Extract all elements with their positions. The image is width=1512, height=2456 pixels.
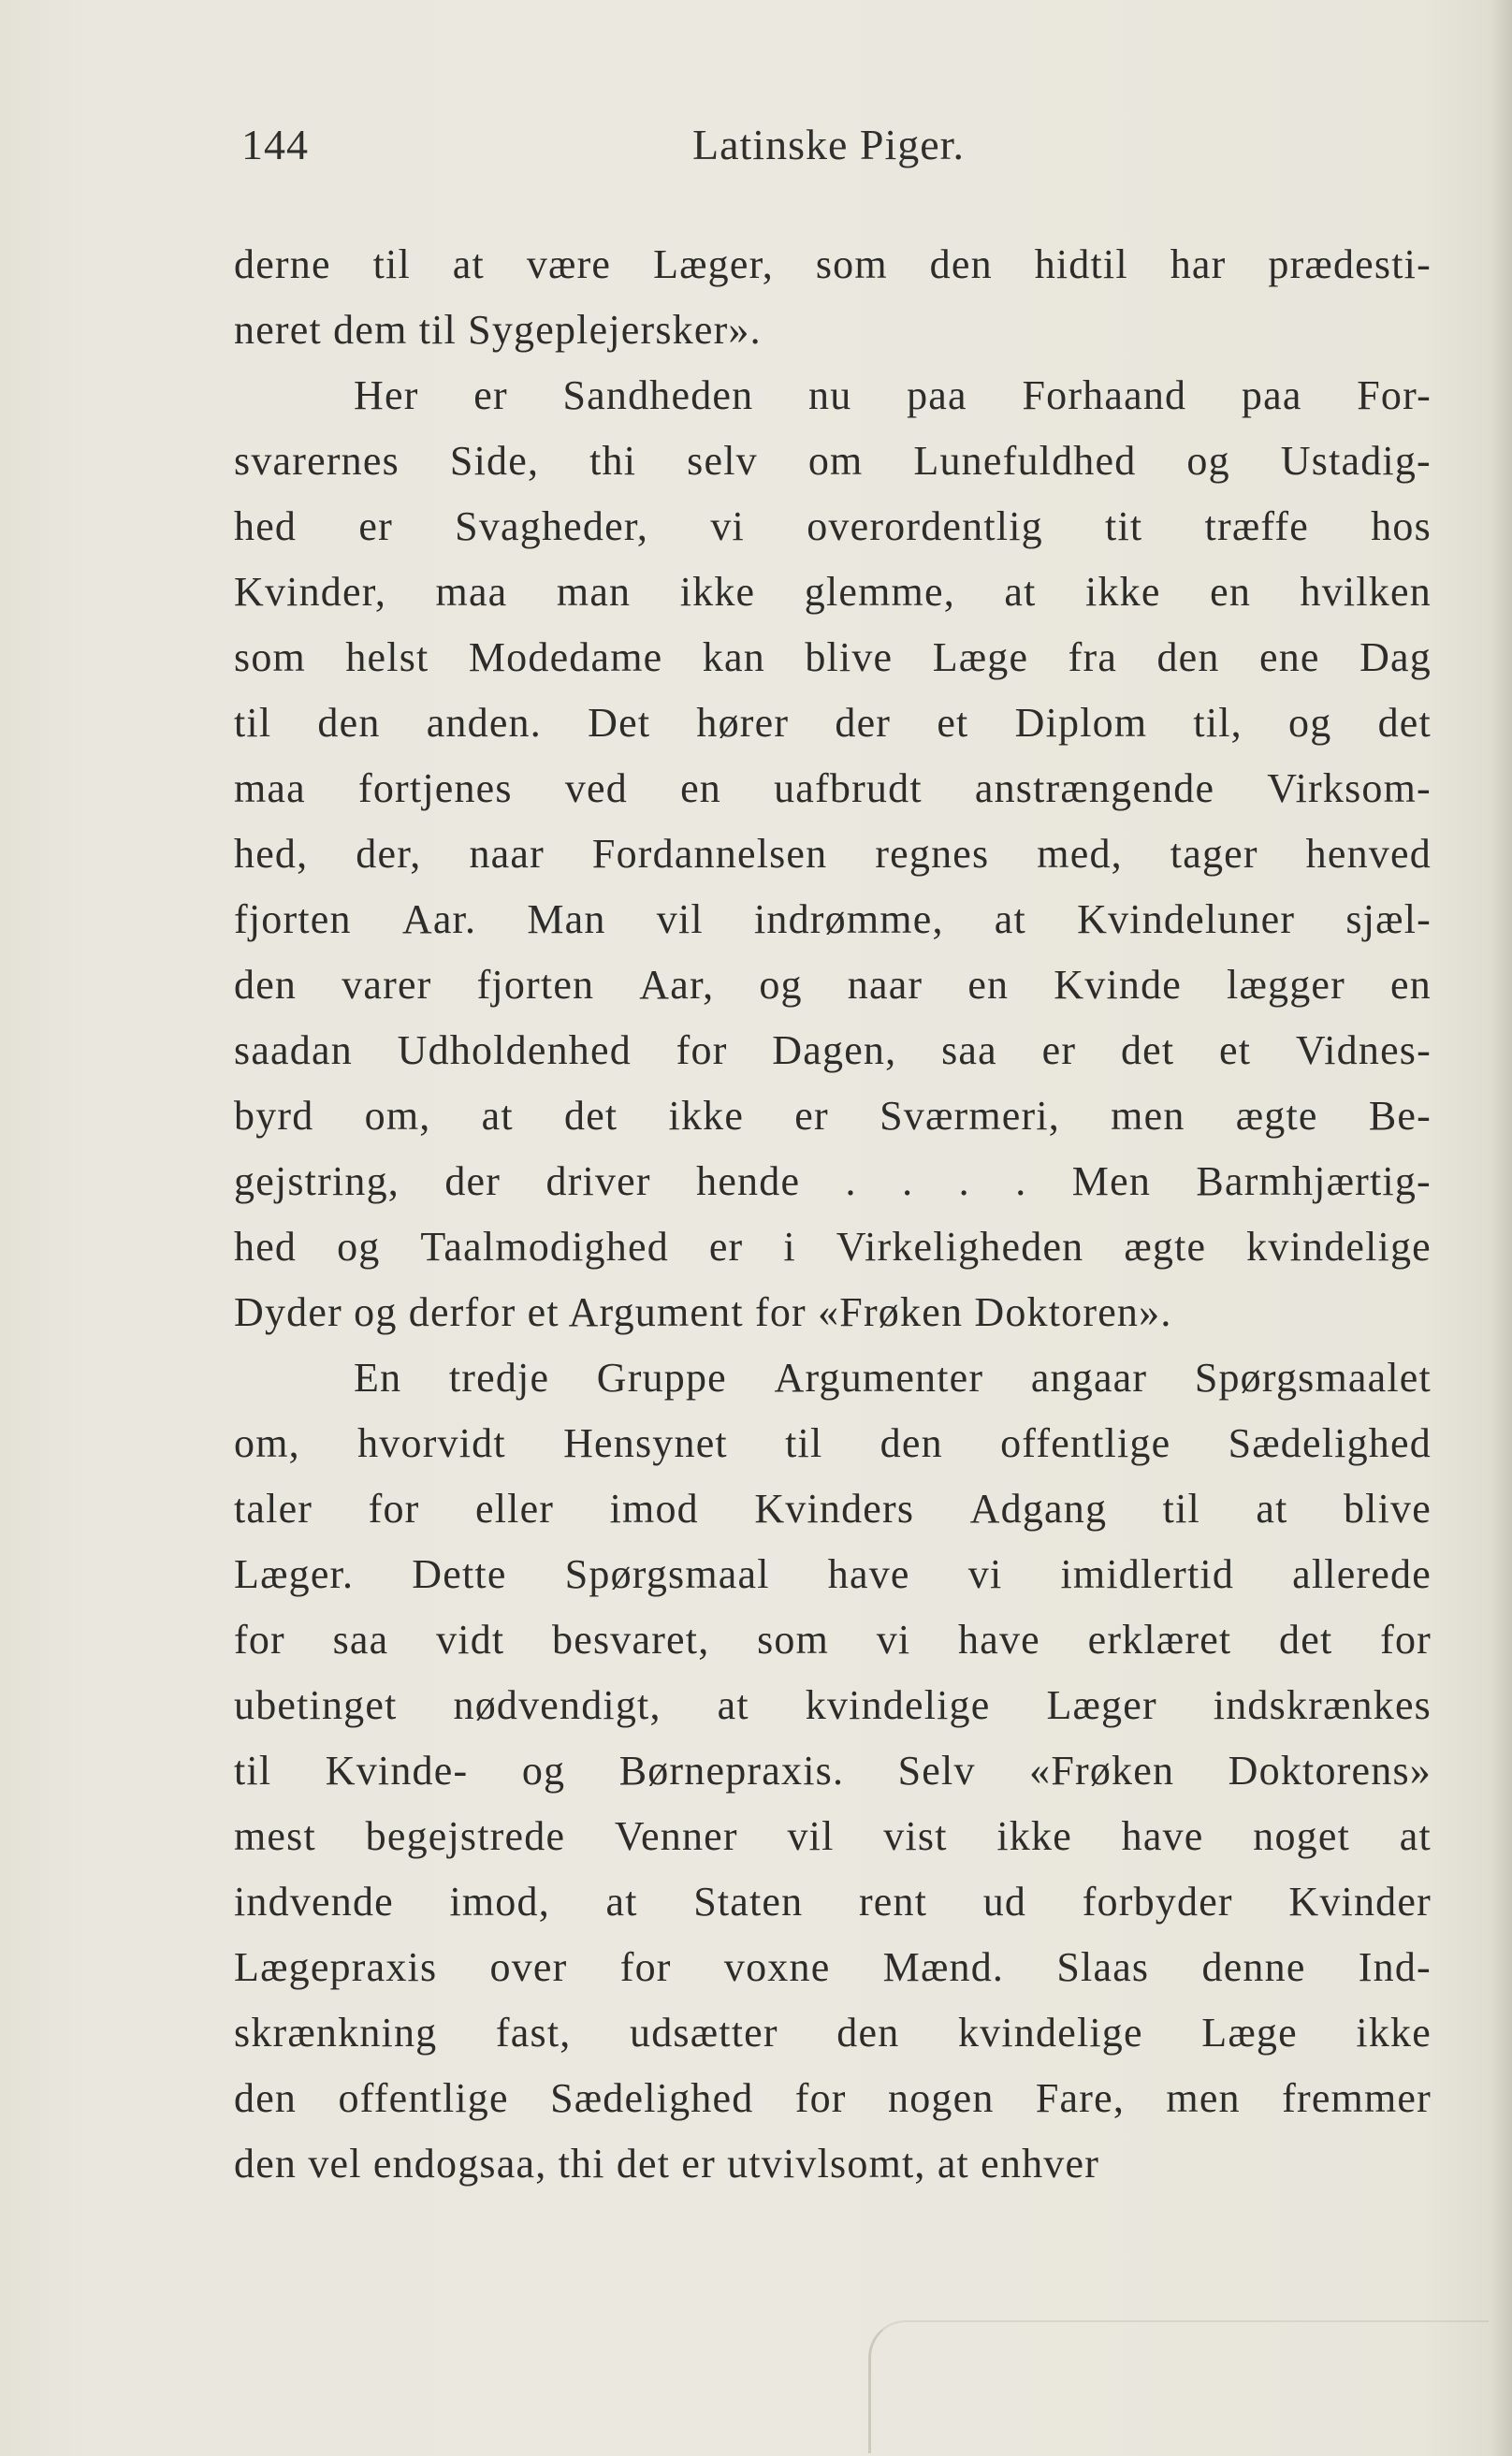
text-line: svarernes Side, thi selv om Lunefuldhed og Ustadig-	[234, 438, 1432, 484]
text-line: taler for eller imod Kvinders Adgang til at blive	[234, 1486, 1432, 1532]
text-line: Dyder og derfor et Argument for «Frøken Doktoren».	[234, 1289, 1172, 1335]
text-line: den varer fjorten Aar, og naar en Kvinde lægger en	[234, 962, 1432, 1008]
text-line: Læger. Dette Spørgsmaal have vi imidlertid allerede	[234, 1551, 1432, 1597]
text-line: om, hvorvidt Hensynet til den offentlige Sædelighed	[234, 1420, 1432, 1466]
text-line: gejstring, der driver hende . . . . Men Barmhjærtig-	[234, 1158, 1432, 1204]
text-line: derne til at være Læger, som den hidtil har prædesti-	[234, 241, 1432, 287]
text-line: hed og Taalmodighed er i Virkeligheden ægte kvindelige	[234, 1224, 1432, 1270]
text-line: Her er Sandheden nu paa Forhaand paa For-	[354, 372, 1432, 418]
text-line: En tredje Gruppe Argumenter angaar Spørgsmaalet	[354, 1355, 1432, 1401]
text-line: som helst Modedame kan blive Læge fra den ene Dag	[234, 634, 1432, 680]
text-line: fjorten Aar. Man vil indrømme, at Kvindeluner sjæl-	[234, 896, 1432, 942]
paper-scuff-mark	[868, 2320, 1489, 2453]
text-line: for saa vidt besvaret, som vi have erklæret det for	[234, 1617, 1432, 1663]
text-line: indvende imod, at Staten rent ud forbyder Kvinder	[234, 1879, 1432, 1925]
text-line: ubetinget nødvendigt, at kvindelige Læger indskrænkes	[234, 1682, 1432, 1728]
text-line: maa fortjenes ved en uafbrudt anstrængende Virksom-	[234, 765, 1432, 811]
text-line: byrd om, at det ikke er Sværmeri, men ægte Be-	[234, 1093, 1432, 1139]
text-line: den vel endogsaa, thi det er utvivlsomt, at enhver	[234, 2141, 1100, 2187]
text-line: saadan Udholdenhed for Dagen, saa er det et Vidnes-	[234, 1027, 1432, 1073]
text-line: skrænkning fast, udsætter den kvindelige Læge ikke	[234, 2010, 1432, 2056]
text-line: den offentlige Sædelighed for nogen Fare, men fremmer	[234, 2075, 1432, 2121]
text-line: mest begejstrede Venner vil vist ikke have noget at	[234, 1813, 1432, 1859]
body-text	[234, 232, 1432, 2197]
text-line: hed, der, naar Fordannelsen regnes med, tager henved	[234, 831, 1432, 877]
text-line: Kvinder, maa man ikke glemme, at ikke en hvilken	[234, 569, 1432, 615]
running-title: Latinske Piger.	[692, 121, 965, 168]
page-edge-shadow	[1491, 0, 1512, 2456]
page-number: 144	[241, 121, 309, 168]
text-line: til Kvinde- og Børnepraxis. Selv «Frøken Doktorens»	[234, 1748, 1432, 1794]
text-line: neret dem til Sygeplejersker».	[234, 307, 762, 353]
text-line: Lægepraxis over for voxne Mænd. Slaas denne Ind-	[234, 1944, 1432, 1990]
text-line: hed er Svagheder, vi overordentlig tit træffe hos	[234, 503, 1432, 549]
page-header	[241, 120, 1430, 176]
text-line: til den anden. Det hører der et Diplom til, og det	[234, 700, 1432, 746]
